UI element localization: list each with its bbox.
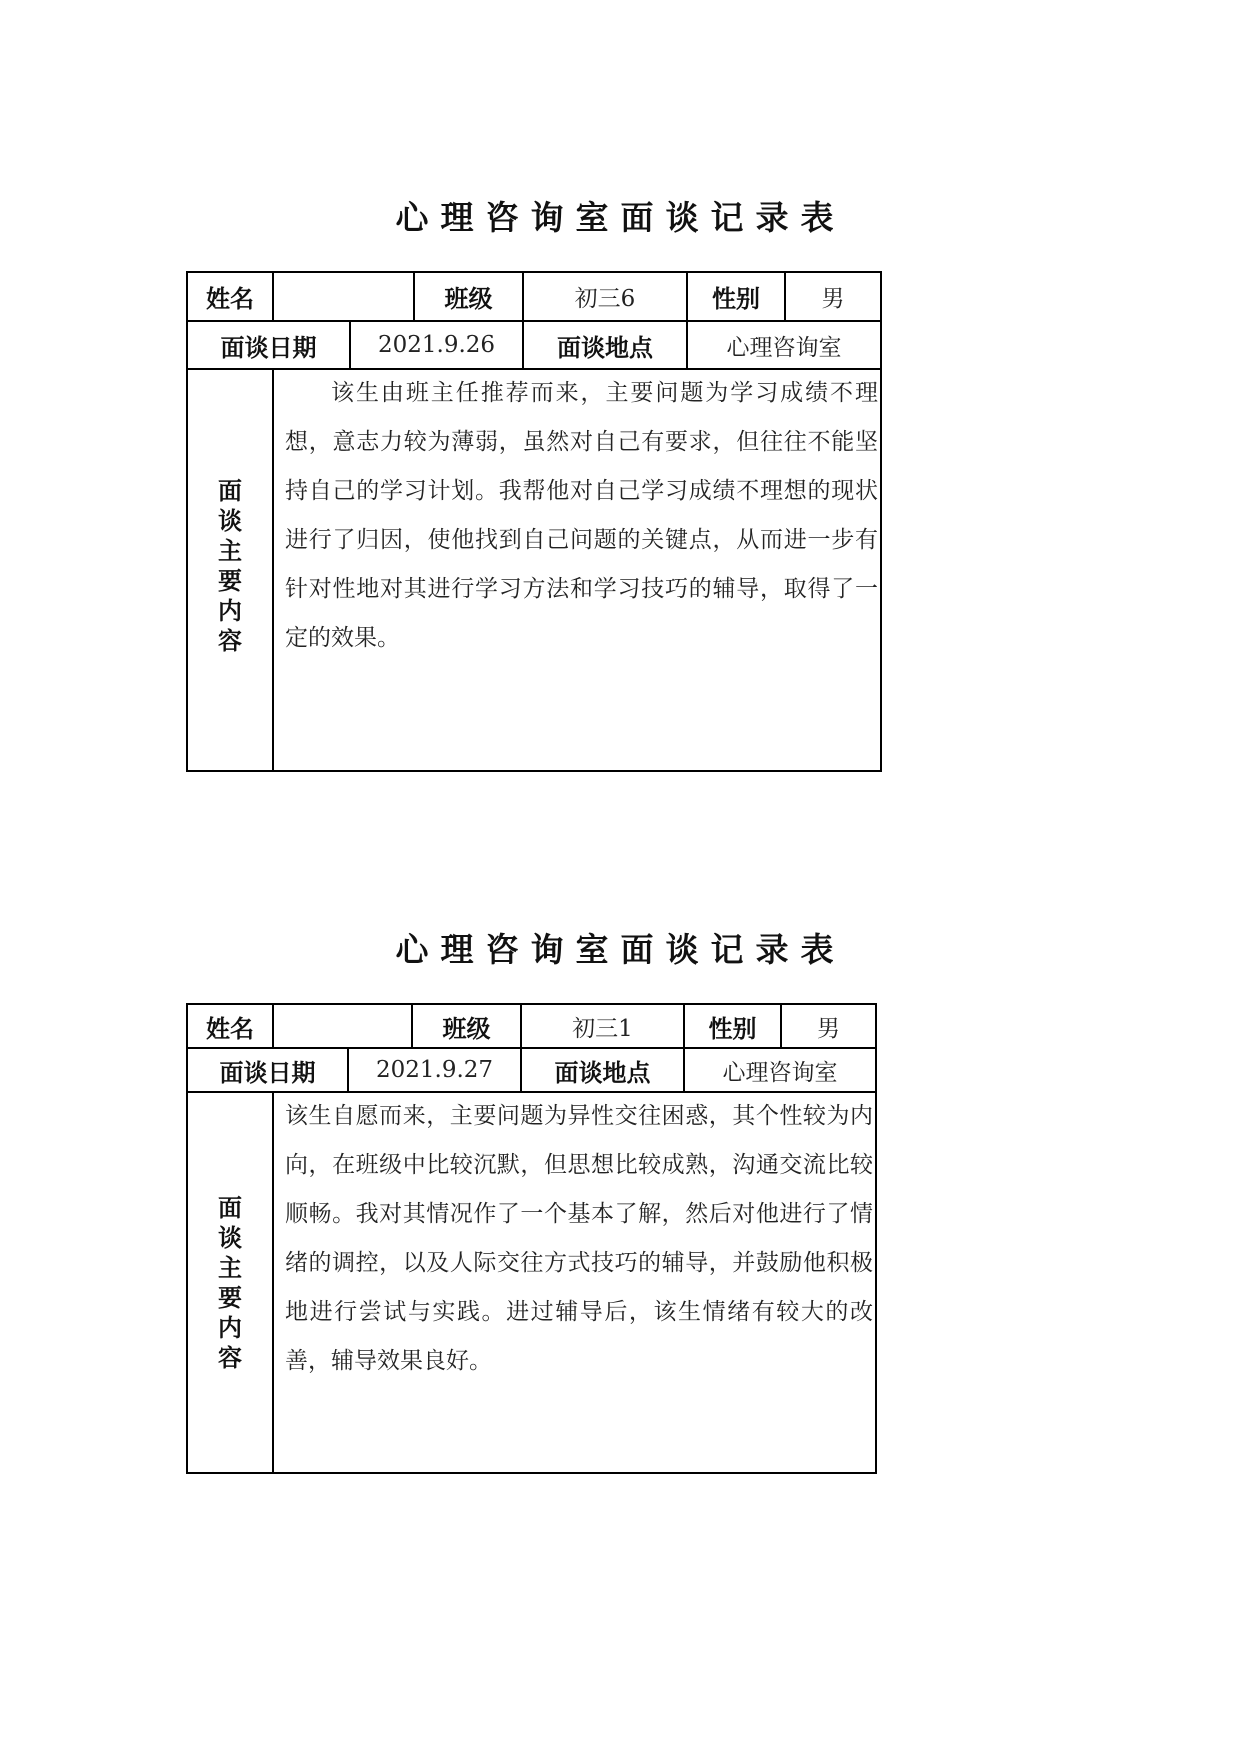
content-label-char: 内 [218, 1314, 242, 1342]
name-value [274, 1005, 411, 1047]
content-label-char: 主 [218, 537, 242, 565]
place-label: 面谈地点 [554, 1058, 651, 1087]
table-border [880, 271, 882, 772]
date-label: 面谈日期 [220, 333, 317, 362]
class-label: 班级 [444, 285, 493, 313]
table-border [186, 1472, 877, 1474]
class-label: 班级 [442, 1014, 491, 1043]
form-title: 心理咨询室面谈记录表 [395, 930, 846, 969]
table-border [186, 770, 882, 772]
content-label-char: 主 [218, 1254, 242, 1282]
content-label-char: 要 [218, 567, 242, 595]
content-label-char: 面 [218, 477, 242, 505]
content-label-char: 容 [218, 1344, 242, 1372]
table-border [272, 1091, 274, 1474]
content-label-char: 谈 [218, 1224, 242, 1252]
date-value: 2021.9.26 [377, 332, 496, 358]
place-value: 心理咨询室 [722, 1059, 838, 1086]
gender-label: 性别 [712, 285, 760, 313]
form-title: 心理咨询室面谈记录表 [395, 198, 846, 237]
gender-value: 男 [817, 1015, 840, 1042]
gender-label: 性别 [708, 1014, 757, 1043]
content-label [188, 1193, 272, 1373]
interview-content-text: 该生自愿而来，主要问题为异性交往困惑，其个性较为内向，在班级中比较沉默，但思想比较成熟，沟通交流比较顺畅。我对其情况作了一个基本了解，然后对他进行了情绪的调控，以及人际交往方式技巧的辅导，并鼓励他积极地进行尝试与实践。进过辅导后，该生情绪有较大的改善，辅导效果良好。 [285, 1103, 873, 1374]
content-label [188, 476, 272, 656]
name-value [274, 273, 413, 320]
content-label-char: 容 [218, 627, 242, 655]
table-border [875, 1003, 877, 1474]
content-label-char: 要 [218, 1284, 242, 1312]
place-value: 心理咨询室 [726, 334, 842, 361]
class-value: 初三6 [574, 286, 636, 312]
name-label: 姓名 [206, 285, 254, 313]
date-value: 2021.9.27 [375, 1057, 494, 1083]
name-label: 姓名 [206, 1014, 254, 1043]
place-label: 面谈地点 [557, 333, 653, 362]
date-label: 面谈日期 [219, 1058, 316, 1087]
content-label-char: 谈 [218, 507, 242, 535]
content-label-char: 内 [218, 597, 242, 625]
content-label-char: 面 [218, 1194, 242, 1222]
class-value: 初三1 [572, 1015, 633, 1042]
table-border [272, 368, 274, 772]
interview-content-text: 该生由班主任推荐而来，主要问题为学习成绩不理想，意志力较为薄弱，虽然对自己有要求，但往往不能坚持自己的学习计划。我帮他对自己学习成绩不理想的现状进行了归因，使他找到自己问题的关键点，从而进一步有针对性地对其进行学习方法和学习技巧的辅导，取得了一定的效果。 [285, 380, 878, 651]
gender-value: 男 [821, 286, 845, 312]
